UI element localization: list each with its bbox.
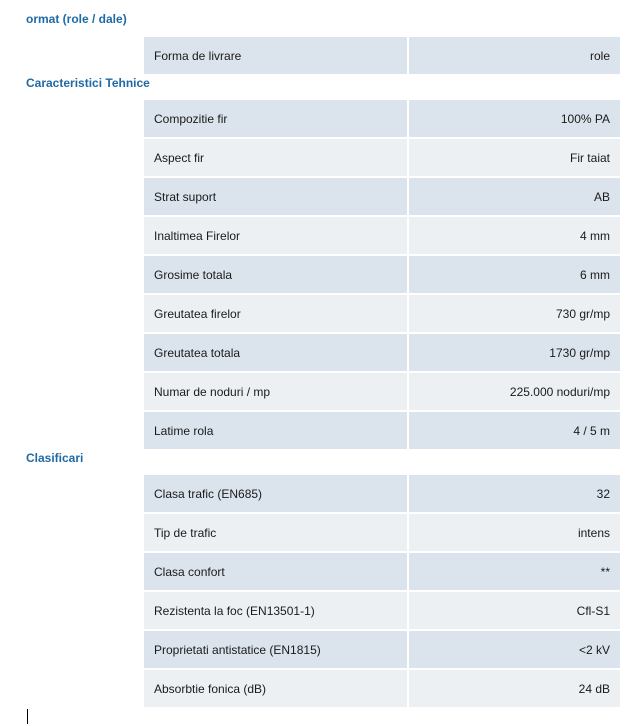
row-label: Proprietati antistatice (EN1815)	[144, 631, 407, 668]
table-row	[144, 178, 620, 215]
table-row	[144, 334, 620, 371]
row-value: AB	[409, 178, 620, 215]
row-value: 100% PA	[409, 100, 620, 137]
table-row	[144, 514, 620, 551]
row-value: 225.000 noduri/mp	[409, 373, 620, 410]
table-row	[144, 373, 620, 410]
row-label: Inaltimea Firelor	[144, 217, 407, 254]
table-row	[144, 256, 620, 293]
section-title-caracteristici: Caracteristici Tehnice	[26, 76, 150, 90]
row-label: Aspect fir	[144, 139, 407, 176]
row-label: Numar de noduri / mp	[144, 373, 407, 410]
row-label: Forma de livrare	[144, 37, 407, 74]
row-value: 6 mm	[409, 256, 620, 293]
clasificari-table	[144, 475, 620, 709]
row-value: 32	[409, 475, 620, 512]
row-label: Clasa trafic (EN685)	[144, 475, 407, 512]
row-value: **	[409, 553, 620, 590]
row-value: role	[409, 37, 620, 74]
table-row	[144, 475, 620, 512]
row-label: Absorbtie fonica (dB)	[144, 670, 407, 707]
row-label: Tip de trafic	[144, 514, 407, 551]
row-label: Greutatea totala	[144, 334, 407, 371]
table-row	[144, 139, 620, 176]
row-label: Compozitie fir	[144, 100, 407, 137]
text-cursor	[27, 709, 28, 724]
row-value: <2 kV	[409, 631, 620, 668]
row-label: Rezistenta la foc (EN13501-1)	[144, 592, 407, 629]
row-label: Latime rola	[144, 412, 407, 449]
row-value: 1730 gr/mp	[409, 334, 620, 371]
row-value: 4 mm	[409, 217, 620, 254]
row-value: 24 dB	[409, 670, 620, 707]
row-value: Fir taiat	[409, 139, 620, 176]
row-value: 4 / 5 m	[409, 412, 620, 449]
row-label: Greutatea firelor	[144, 295, 407, 332]
table-row	[144, 217, 620, 254]
row-label: Clasa confort	[144, 553, 407, 590]
row-label: Grosime totala	[144, 256, 407, 293]
table-row	[144, 670, 620, 707]
table-row	[144, 100, 620, 137]
row-value: Cfl-S1	[409, 592, 620, 629]
format-table	[144, 37, 620, 76]
section-title-clasificari: Clasificari	[26, 451, 84, 465]
table-row	[144, 37, 620, 74]
table-row	[144, 412, 620, 449]
row-value: 730 gr/mp	[409, 295, 620, 332]
row-value: intens	[409, 514, 620, 551]
table-row	[144, 553, 620, 590]
table-row	[144, 592, 620, 629]
table-row	[144, 295, 620, 332]
section-title-format: ormat (role / dale)	[26, 12, 127, 26]
table-row	[144, 631, 620, 668]
row-label: Strat suport	[144, 178, 407, 215]
caracteristici-table	[144, 100, 620, 451]
